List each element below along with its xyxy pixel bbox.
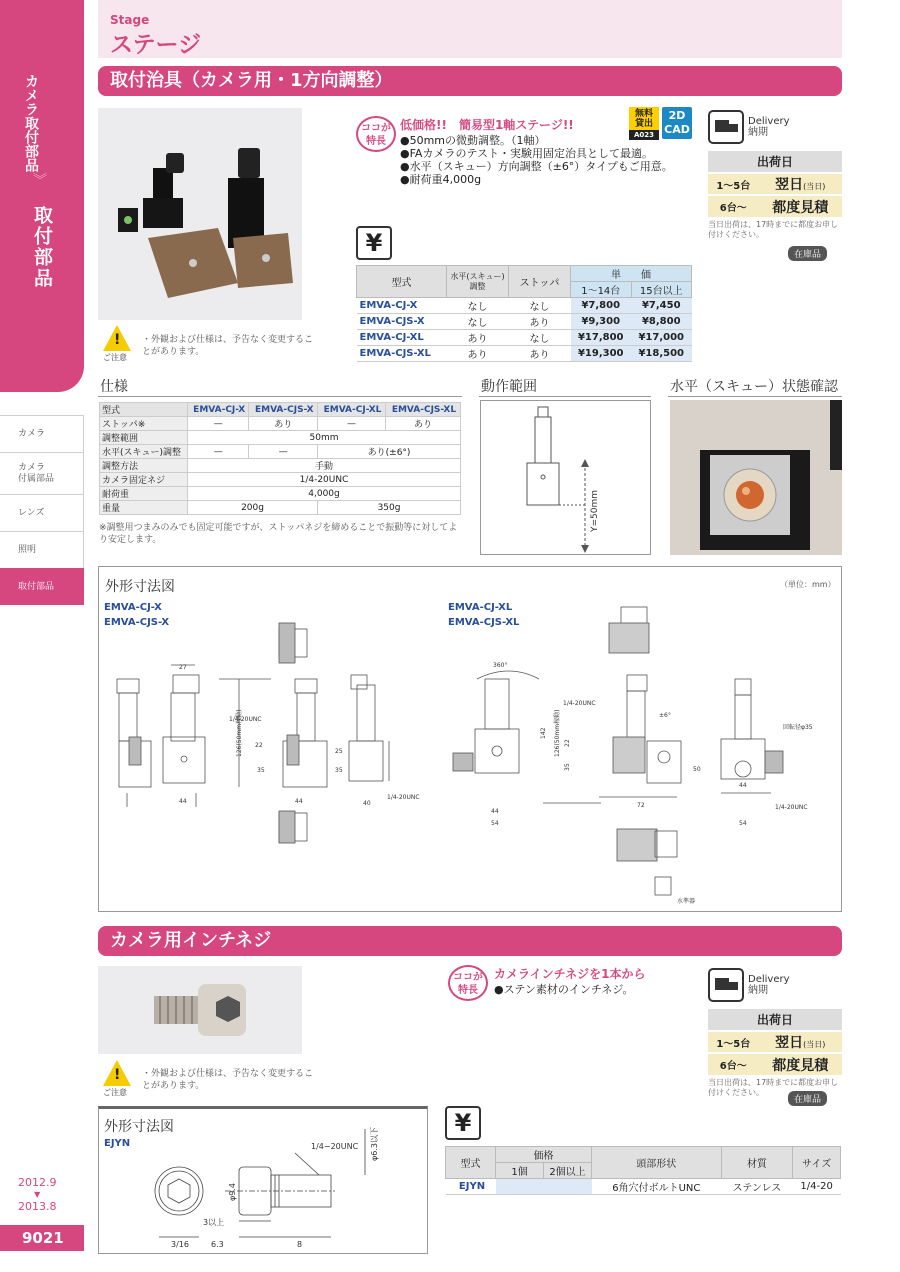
caution-block	[103, 1060, 131, 1098]
spec-col: EMVA-CJS-X	[249, 403, 318, 417]
svg-text:1/4−20UNC: 1/4−20UNC	[311, 1142, 359, 1151]
caution-label: ご注意	[103, 1088, 127, 1097]
sidebar-tabs	[0, 415, 84, 605]
chevron-down-icon: ︾	[33, 173, 47, 189]
stock-badge: 在庫品	[788, 1091, 827, 1106]
svg-text:54: 54	[739, 820, 747, 827]
skew-cell: あり	[447, 330, 509, 346]
feature-item: ●ステン素材のインチネジ。	[494, 983, 634, 996]
feature-list	[400, 134, 673, 186]
svg-text:水準器: 水準器	[677, 898, 696, 905]
caution-label: ご注意	[103, 353, 127, 362]
svg-text:72: 72	[637, 802, 645, 809]
svg-text:1/4-20UNC: 1/4-20UNC	[775, 804, 808, 811]
feature-title: カメラインチネジを1本から	[494, 967, 646, 981]
sidebar-section-title: カメラ取付部品	[23, 74, 39, 172]
spec-table	[99, 402, 461, 515]
caution-note: ・外観および仕様は、予告なく変更することがあります。	[142, 335, 314, 357]
delivery-label-ja: 納期	[748, 127, 768, 138]
price-col-skew: 水平(スキュー) 調整	[447, 266, 509, 298]
period-start: 2012.9	[18, 1176, 57, 1189]
dimension-models-right	[448, 600, 519, 630]
price-col-qty1: 1～14台	[571, 282, 632, 298]
price-cell: ¥7,450	[631, 298, 692, 314]
feature-item: ●50mmの微動調整。（1軸）	[400, 134, 546, 147]
table-row: ストッパ※ — あり — あり	[100, 417, 461, 431]
unit-label: （単位：mm）	[780, 580, 836, 589]
price-cell	[496, 1179, 544, 1195]
head-cell: 6角穴付ボルトUNC	[592, 1179, 722, 1195]
motion-label: Y=50mm	[590, 489, 600, 533]
section-title-inch-screw: カメラ用インチネジ	[98, 926, 842, 956]
svg-text:1/4-20UNC: 1/4-20UNC	[563, 700, 596, 707]
motion-title: 動作範囲	[481, 379, 537, 395]
stopper-cell: なし	[509, 298, 571, 314]
delivery-label-en: Delivery	[748, 974, 790, 985]
motion-illustration	[481, 401, 652, 556]
price-cell: ¥18,500	[631, 346, 692, 362]
price-cell: ¥19,300	[571, 346, 632, 362]
svg-text:22: 22	[255, 742, 263, 749]
dimension-models-left	[104, 600, 169, 630]
size-cell: 1/4-20	[793, 1179, 841, 1195]
sidebar-tab-lens[interactable]: レンズ	[0, 494, 84, 531]
table-row: 重量 200g 350g	[100, 501, 461, 515]
truck-icon	[708, 968, 744, 1002]
spec-col: 型式	[100, 403, 188, 417]
svg-text:44: 44	[491, 808, 499, 815]
price-cell: ¥17,800	[571, 330, 632, 346]
skew-cell: なし	[447, 314, 509, 330]
yen-icon: ¥	[445, 1106, 481, 1140]
sidebar-tab-lighting[interactable]: 照明	[0, 531, 84, 568]
period-end: 2013.8	[18, 1200, 57, 1213]
price-col-model: 型式	[357, 266, 447, 298]
jig-illustration	[98, 108, 302, 320]
delivery-table	[708, 151, 842, 217]
model-cell: EMVA-CJ-X	[357, 298, 447, 314]
svg-text:3以上: 3以上	[203, 1218, 225, 1227]
model-label: EMVA-CJS-XL	[448, 617, 520, 628]
svg-text:6.3: 6.3	[211, 1240, 224, 1249]
screw-model-label: EJYN	[104, 1138, 131, 1149]
price-col-qty2: 15台以上	[631, 282, 692, 298]
price-cell: ¥8,800	[631, 314, 692, 330]
delivery-qty: 6台～	[708, 1053, 759, 1075]
svg-text:142: 142	[540, 727, 547, 739]
yen-icon: ¥	[356, 226, 392, 260]
svg-text:±6°: ±6°	[659, 712, 671, 719]
svg-text:3/16: 3/16	[171, 1240, 189, 1249]
table-row: カメラ固定ネジ 1/4-20UNC	[100, 473, 461, 487]
svg-text:φ6.3以下: φ6.3以下	[370, 1127, 379, 1161]
price-cell	[544, 1179, 592, 1195]
svg-text:44: 44	[295, 798, 303, 805]
skew-cell: あり	[447, 346, 509, 362]
screw-illustration	[98, 966, 302, 1054]
price-cell: ¥7,800	[571, 298, 632, 314]
category-band	[98, 0, 842, 58]
model-label: EMVA-CJ-XL	[448, 602, 513, 613]
svg-text:35: 35	[564, 763, 571, 771]
skew-cell: なし	[447, 298, 509, 314]
screw-dimension-title: 外形寸法図	[104, 1119, 174, 1135]
svg-text:1/4-20UNC: 1/4-20UNC	[387, 794, 420, 801]
price-table	[356, 265, 692, 362]
feature-badge: ココが 特長	[356, 116, 396, 152]
stopper-cell: あり	[509, 346, 571, 362]
delivery-qty: 1～5台	[708, 173, 759, 195]
caution-block	[103, 325, 131, 363]
svg-text:50: 50	[693, 766, 701, 773]
delivery-table	[708, 1009, 842, 1075]
cad-badge[interactable]: 2D CAD	[662, 107, 692, 139]
model-cell: EJYN	[446, 1179, 496, 1195]
feature-title: 低価格!! 簡易型1軸ステージ!!	[400, 118, 574, 132]
stopper-cell: あり	[509, 314, 571, 330]
delivery-qty: 6台～	[708, 195, 759, 217]
feature-item: ●耐荷重4,000g	[400, 173, 482, 186]
price-col-size: サイズ	[793, 1147, 841, 1179]
svg-text:126(50mm稼動): 126(50mm稼動)	[236, 709, 243, 757]
free-loan-badge	[629, 107, 659, 139]
divider	[98, 396, 462, 397]
feature-item: ●水平（スキュー）方向調整（±6°）タイプもご用意。	[400, 160, 673, 173]
spec-note: ※調整用つまみのみでも固定可能ですが、ストッパネジを締めることで振動等に対してより安定します。	[99, 523, 458, 545]
price-col-qty1: 1個	[496, 1163, 544, 1179]
svg-text:126(50mm稼動): 126(50mm稼動)	[554, 709, 561, 757]
page-number: 9021	[0, 1225, 84, 1251]
caution-note: ・外観および仕様は、予告なく変更することがあります。	[142, 1069, 314, 1091]
motion-diagram	[480, 400, 651, 555]
table-row	[446, 1179, 841, 1195]
skew-photo	[670, 400, 842, 555]
sidebar-main-title: 取付部品	[31, 205, 53, 289]
svg-text:8: 8	[297, 1240, 303, 1249]
svg-text:1/4-20UNC: 1/4-20UNC	[229, 716, 262, 723]
model-cell: EMVA-CJS-X	[357, 314, 447, 330]
spec-title: 仕様	[100, 379, 128, 395]
skew-illustration	[670, 400, 842, 555]
price-col-material: 材質	[721, 1147, 793, 1179]
price-col-price: 価格	[496, 1147, 592, 1163]
delivery-value: 翌日(当日)	[759, 1031, 842, 1053]
sidebar-header	[0, 0, 84, 392]
price-col-head: 頭部形状	[592, 1147, 722, 1179]
skew-title: 水平（スキュー）状態確認	[670, 379, 838, 395]
feature-item: ●FAカメラのテスト・実験用固定治具として最適。	[400, 147, 653, 160]
delivery-value: 翌日(当日)	[759, 173, 842, 195]
svg-text:φ9.4: φ9.4	[228, 1183, 237, 1201]
delivery-panel	[708, 108, 842, 240]
model-cell: EMVA-CJ-XL	[357, 330, 447, 346]
svg-text:54: 54	[491, 820, 499, 827]
table-row: 調整範囲 50mm	[100, 431, 461, 445]
svg-text:360°: 360°	[493, 662, 508, 669]
price-cell: ¥17,000	[631, 330, 692, 346]
delivery-header: 出荷日	[708, 1009, 842, 1031]
truck-icon	[708, 110, 744, 144]
dimension-title: 外形寸法図	[105, 579, 175, 595]
section-title-camera-jig: 取付治具（カメラ用・1方向調整）	[98, 66, 842, 96]
catalog-period	[18, 1177, 57, 1213]
model-label: EMVA-CJ-X	[104, 602, 162, 613]
delivery-panel	[708, 966, 842, 1098]
warning-icon: !	[103, 325, 131, 351]
free-loan-text: 無料 貸出	[634, 109, 653, 129]
stopper-cell: なし	[509, 330, 571, 346]
sidebar-tab-camera[interactable]: カメラ	[0, 415, 84, 452]
price-col-qty2: 2個以上	[544, 1163, 592, 1179]
feature-badge: ココが 特長	[448, 965, 488, 1001]
svg-text:35: 35	[335, 767, 343, 774]
svg-text:回転径φ35: 回転径φ35	[783, 724, 813, 731]
price-cell: ¥9,300	[571, 314, 632, 330]
spec-col: EMVA-CJS-XL	[385, 403, 460, 417]
delivery-label-ja: 納期	[748, 985, 768, 996]
svg-text:40: 40	[363, 800, 371, 807]
svg-text:44: 44	[179, 798, 187, 805]
divider	[668, 396, 842, 397]
table-row	[357, 330, 692, 346]
category-en: Stage	[110, 13, 150, 27]
table-row: 水平(スキュー)調整 — — あり(±6°)	[100, 445, 461, 459]
stock-badge: 在庫品	[788, 246, 827, 261]
delivery-header: 出荷日	[708, 151, 842, 173]
material-cell: ステンレス	[721, 1179, 793, 1195]
delivery-value: 都度見積	[759, 1053, 842, 1075]
table-row: 耐荷重 4,000g	[100, 487, 461, 501]
table-row: 調整方法 手動	[100, 459, 461, 473]
table-row	[357, 314, 692, 330]
feature-list	[494, 983, 634, 996]
product-photo-jig	[98, 108, 302, 320]
svg-text:35: 35	[257, 767, 265, 774]
delivery-label-en: Delivery	[748, 116, 790, 127]
svg-text:44: 44	[739, 782, 747, 789]
product-photo-screw	[98, 966, 302, 1054]
svg-text:25: 25	[335, 748, 343, 755]
svg-text:22: 22	[564, 739, 571, 747]
delivery-note: 当日出荷は、17時までに都度お申し付けください。	[708, 220, 839, 239]
delivery-value: 都度見積	[759, 195, 842, 217]
model-cell: EMVA-CJS-XL	[357, 346, 447, 362]
svg-text:27: 27	[179, 664, 187, 671]
delivery-qty: 1～5台	[708, 1031, 759, 1053]
table-row	[357, 298, 692, 314]
table-row	[357, 346, 692, 362]
price-col-stopper: ストッパ	[509, 266, 571, 298]
price-col-model: 型式	[446, 1147, 496, 1179]
spec-col: EMVA-CJ-XL	[318, 403, 386, 417]
sidebar-tab-mounting-parts[interactable]: 取付部品	[0, 568, 84, 605]
price-col-unit: 単 価	[571, 266, 692, 282]
warning-icon: !	[103, 1060, 131, 1086]
free-loan-code: A023	[629, 130, 659, 140]
category-title: ステージ	[110, 32, 202, 58]
spec-col: EMVA-CJ-X	[188, 403, 249, 417]
divider	[479, 396, 651, 397]
sidebar-tab-camera-accessories[interactable]: カメラ 付属部品	[0, 452, 84, 494]
delivery-note: 当日出荷は、17時までに都度お申し付けください。	[708, 1078, 839, 1097]
model-label: EMVA-CJS-X	[104, 617, 170, 628]
period-arrow: ▼	[34, 1190, 41, 1199]
screw-price-table	[445, 1146, 841, 1195]
